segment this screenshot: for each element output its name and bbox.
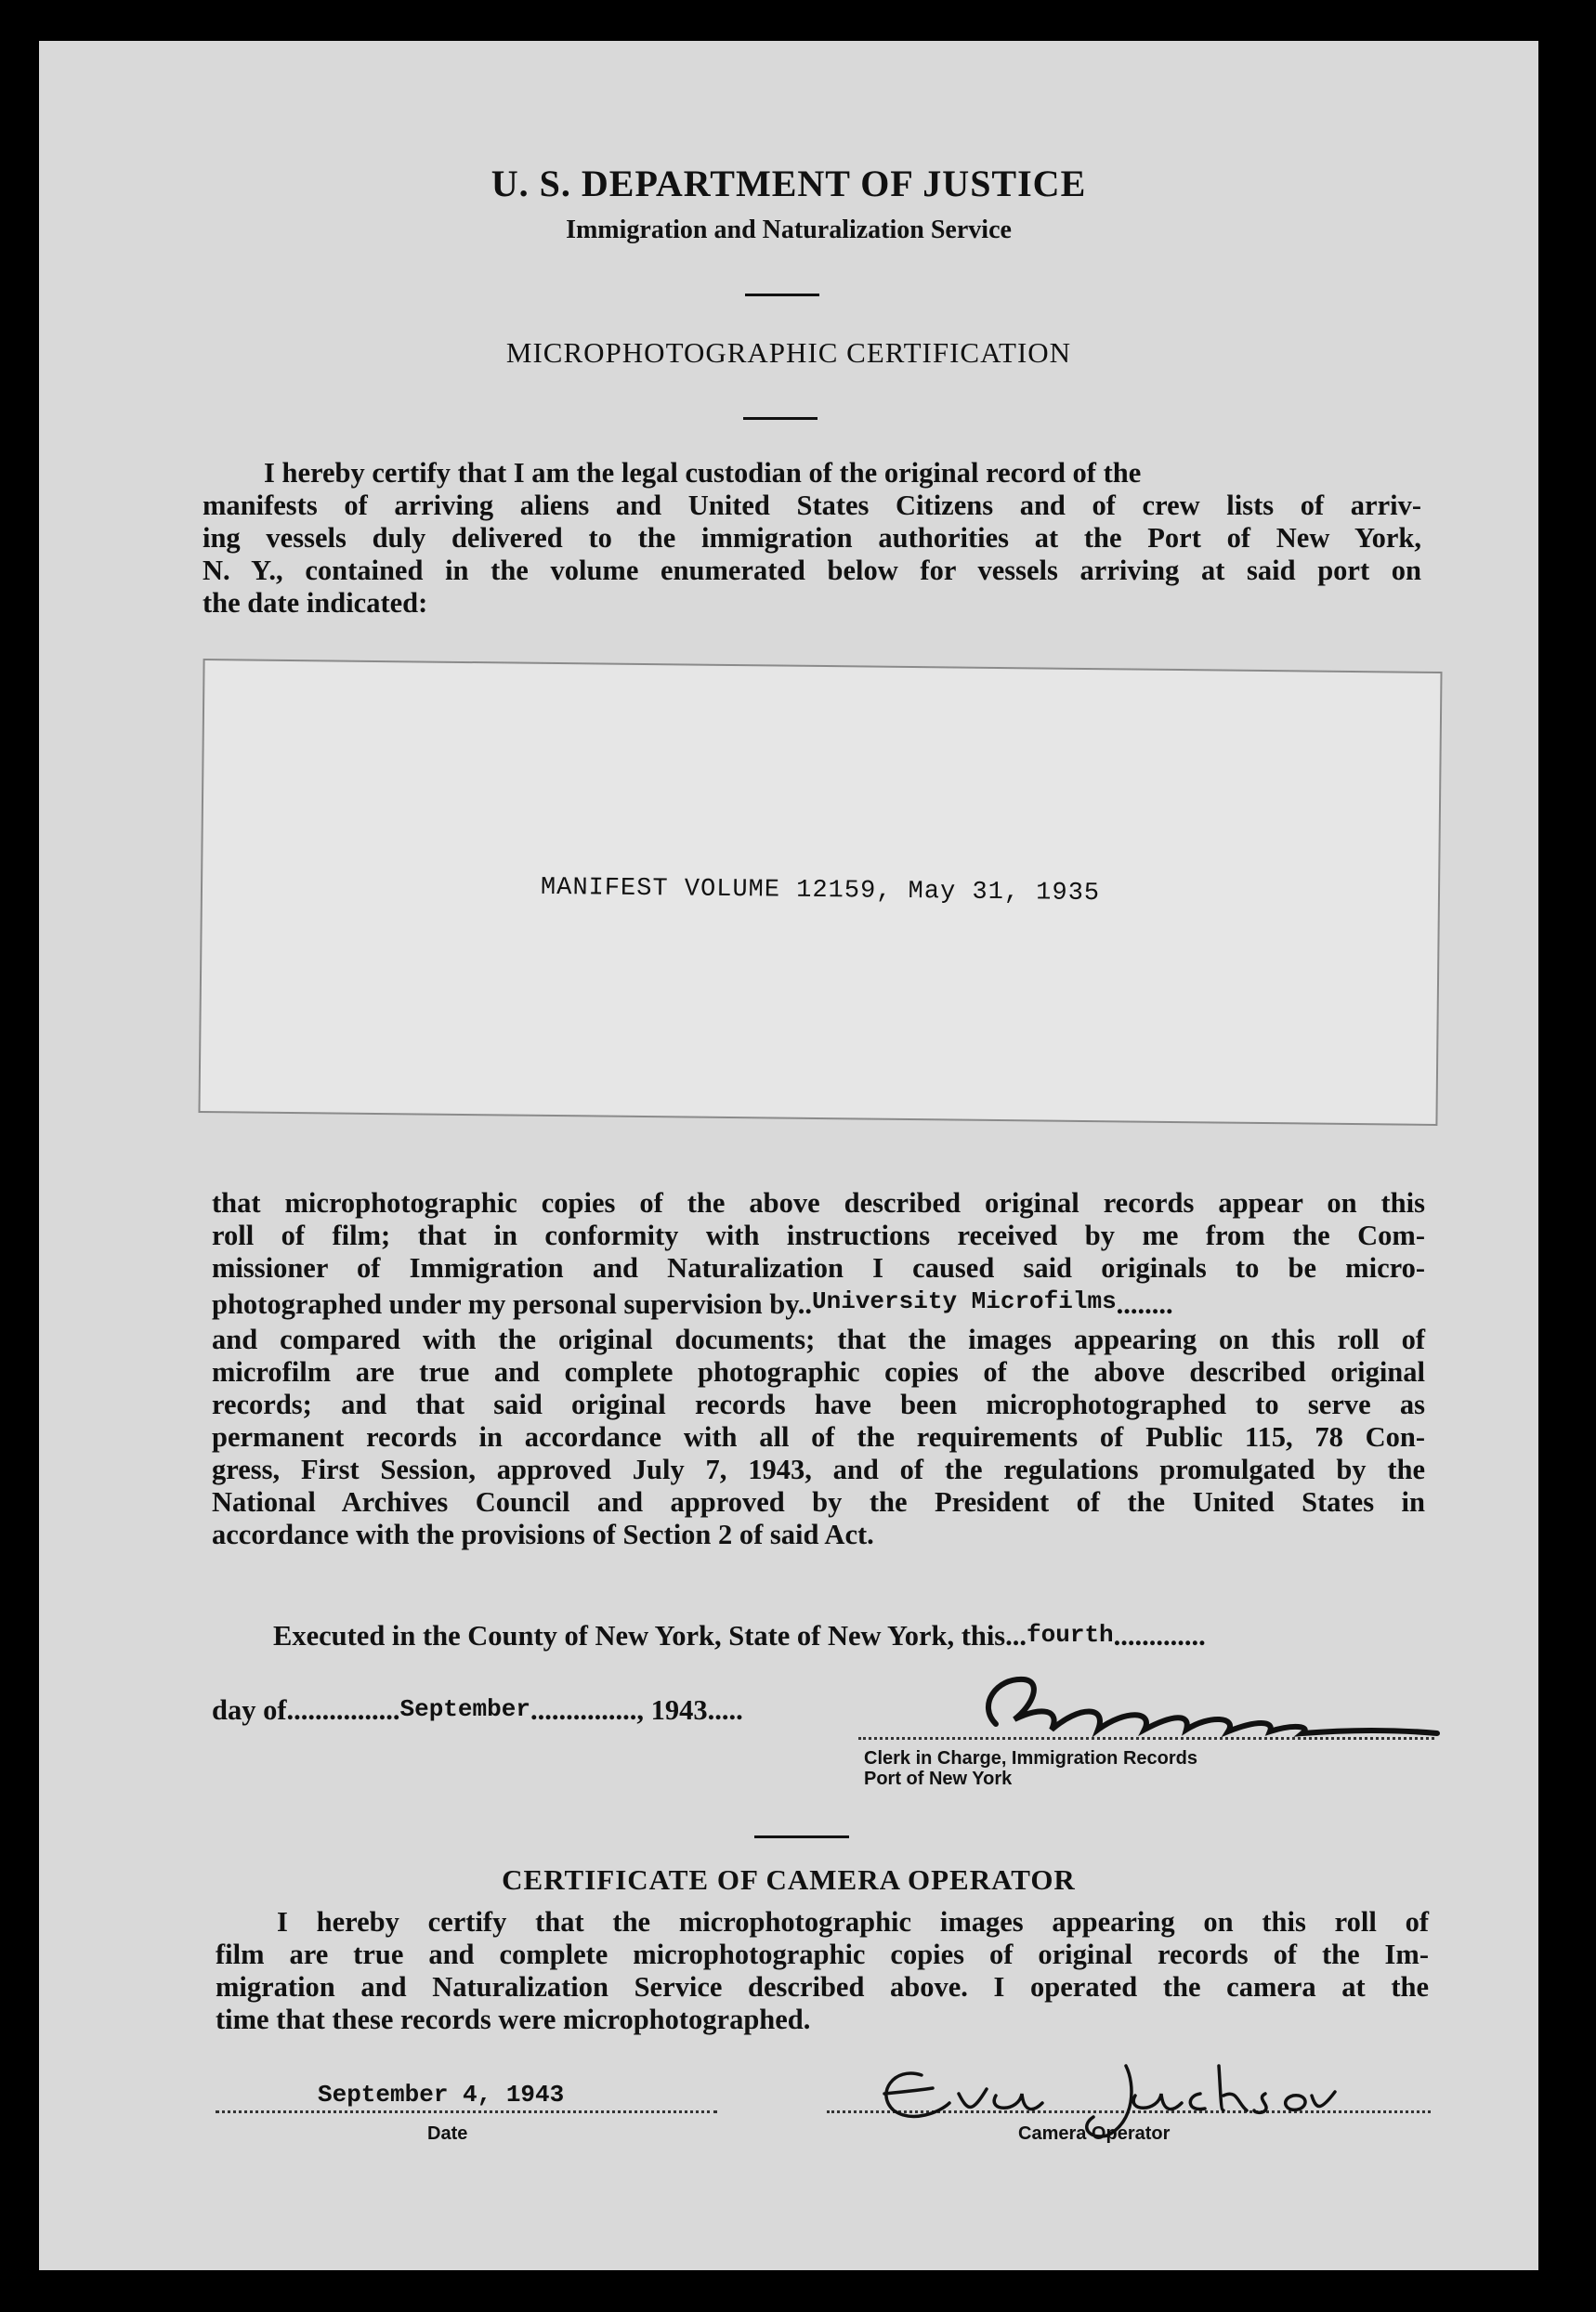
certification-title: MICROPHOTOGRAPHIC CERTIFICATION: [505, 336, 1072, 369]
intro-line: the date indicated:: [203, 587, 428, 619]
document-sheet: [39, 41, 1538, 2270]
camera-line: migration and Naturalization Service described above. I operated the camera at the: [216, 1971, 1429, 2003]
body-line-supervision: photographed under my personal supervision by..University Microfilms........: [212, 1287, 1173, 1320]
day-of-label: day of: [212, 1694, 287, 1726]
date-line: day of................September..............., 1943.....: [212, 1694, 743, 1726]
body-line: missioner of Immigration and Naturalization I caused said originals to be micro-: [212, 1252, 1425, 1284]
camera-paragraph: [216, 1906, 1429, 2036]
body-line: permanent records in accordance with all of the requirements of Public 115, 78 Con-: [212, 1421, 1425, 1453]
service-subtitle: Immigration and Naturalization Service: [566, 216, 1012, 244]
body-line: roll of film; that in conformity with instructions received by me from the Com-: [212, 1220, 1425, 1251]
year-suffix: 3: [693, 1694, 708, 1726]
filled-day: fourth: [1027, 1621, 1114, 1649]
camera-section-title: CERTIFICATE OF CAMERA OPERATOR: [502, 1863, 1076, 1896]
filled-month: September: [399, 1695, 530, 1723]
date-signature-line: [216, 2110, 717, 2113]
body-line: and compared with the original documents; that the images appearing on this roll of: [212, 1324, 1425, 1355]
execution-line: Executed in the County of New York, State of New York, this...fourth.............: [273, 1620, 1206, 1652]
body-line: microfilm are true and complete photographic copies of the above described original: [212, 1356, 1425, 1388]
manifest-label-box: [198, 659, 1442, 1126]
header-rule: [745, 294, 819, 296]
clerk-signature: [959, 1668, 1442, 1752]
filled-supervisor: University Microfilms: [812, 1287, 1117, 1315]
body-line: records; and that said original records have been microphotographed to serve as: [212, 1389, 1425, 1420]
operator-label: Camera Operator: [1018, 2123, 1171, 2144]
execution-prefix: Executed in the County of New York, State of New York, this: [273, 1620, 1006, 1652]
camera-line: I hereby certify that the microphotographic images appearing on this roll of: [277, 1906, 1429, 1938]
date-label: Date: [427, 2123, 468, 2144]
body-line: gress, First Session, approved July 7, 1943, and of the regulations promulgated by the: [212, 1454, 1425, 1485]
intro-line: ing vessels duly delivered to the immigration authorities at the Port of New York,: [203, 522, 1421, 554]
year-prefix: , 194: [636, 1694, 694, 1726]
supervision-prefix: photographed under my personal supervision by: [212, 1288, 798, 1320]
body-line: that microphotographic copies of the above described original records appear on this: [212, 1187, 1425, 1219]
intro-line: manifests of arriving aliens and United States Citizens and of crew lists of arriv-: [203, 490, 1421, 521]
intro-paragraph: [203, 457, 1421, 620]
section-rule: [754, 1835, 849, 1838]
title-rule: [743, 417, 818, 420]
filled-date: September 4, 1943: [318, 2081, 565, 2109]
clerk-title-line2: Port of New York: [864, 1769, 1013, 1789]
camera-line: time that these records were microphotographed.: [216, 2004, 811, 2035]
body-paragraph: [212, 1187, 1425, 1551]
manifest-volume-text: MANIFEST VOLUME 12159, May 31, 1935: [540, 873, 1101, 908]
department-title: U. S. DEPARTMENT OF JUSTICE: [491, 163, 1087, 204]
camera-line: film are true and complete microphotographic copies of original records of the Im-: [216, 1939, 1429, 1970]
clerk-title-line1: Clerk in Charge, Immigration Records: [864, 1748, 1197, 1769]
intro-line: I hereby certify that I am the legal custodian of the original record of the: [264, 457, 1142, 489]
intro-line: N. Y., contained in the volume enumerated below for vessels arriving at said port on: [203, 555, 1421, 586]
body-line: accordance with the provisions of Section 2 of said Act.: [212, 1519, 874, 1550]
body-line: National Archives Council and approved by the President of the United States in: [212, 1486, 1425, 1518]
clerk-title: [864, 1748, 1197, 1789]
